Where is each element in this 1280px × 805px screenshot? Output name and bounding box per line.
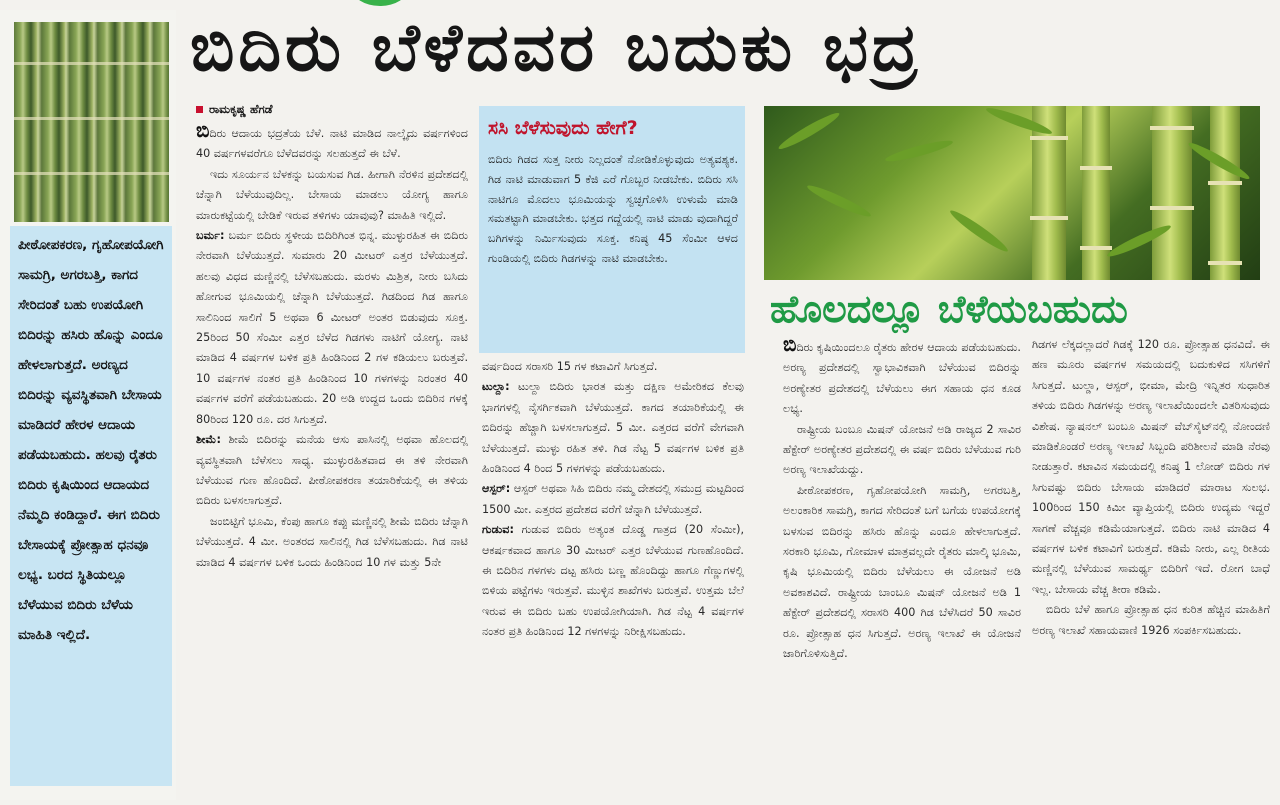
paragraph: ಜಂಬಿಟ್ಟಿಗೆ ಭೂಮಿ, ಕೆಂಪು ಹಾಗೂ ಕಪ್ಪು ಮಣ್ಣಿನಲ್ಲಿ ಶೀಮೆ ಬಿದಿರು ಚೆನ್ನಾಗಿ ಬೆಳೆಯುತ್ತದೆ. 4 ಮೀ. ಅಂತರದ ಸಾಲಿನಲ್ಲಿ ಗಿಡ ಬೆಳೆಸಬಹುದು. ಗಿಡ ನಾಟಿ ಮಾಡಿದ 4 ವರ್ಷಗಳ ಬಳಿಕ ಒಂದು ಹಿಂಡಿನಿಂದ 10 ಗಳ ಮತ್ತು 5ನೇ bbox=[196, 514, 468, 569]
paragraph: ಗಿಡಗಳ ಲೆಕ್ಕದಲ್ಲಾದರೆ ಗಿಡಕ್ಕೆ 120 ರೂ. ಪ್ರೋತ್ಸಾಹ ಧನವಿದೆ. ಈ ಹಣ ಮೂರು ವರ್ಷಗಳ ಸಮಯದಲ್ಲಿ ಬದುಕುಳಿದ ಸಸಿಗಳಿಗೆ ಸಿಗುತ್ತದೆ. ಟುಲ್ಡಾ, ಆಸ್ಪರ್, ಭೀಮಾ, ಮೇದ್ರಿ ಇನ್ನಿತರ ಸುಧಾರಿತ ತಳಿಯ ಬಿದಿರು ಗಿಡಗಳನ್ನು ಅರಣ್ಯ ಇಲಾಖೆಯಿಂದಲೇ ವಿತರಿಸುವುದು ವಿಶೇಷ. ನ್ಯಾಷನಲ್ ಬಂಬೂ ಮಿಷನ್ ವೆಬ್‌ಸೈಟ್‌ನಲ್ಲಿ ನೋಂದಣಿ ಮಾಡಿಕೊಂಡರೆ ಅರಣ್ಯ ಇಲಾಖೆ ಸಿಬ್ಬಂದಿ ಪರಿಶೀಲನೆ ಮಾಡಿ ನೆರವು ನೀಡುತ್ತಾರೆ. ಕಟಾವಿನ ಸಮಯದಲ್ಲಿ ಕನಿಷ್ಠ 1 ಲೋಡ್ ಬಿದಿರು ಗಳ ಸಿಗುವಷ್ಟು ಬಿದಿರು ಬೇಸಾಯ ಮಾಡಿದರೆ ಮಾರಾಟ ಸುಲಭ. 100ರಿಂದ 150 ಕಿಮೀ ವ್ಯಾಪ್ತಿಯಲ್ಲಿ ಬಿದಿರು ಉದ್ಯಮ ಇದ್ದರೆ ಸಾಗಣೆ ವೆಚ್ಚವೂ ಕಡಿಮೆಯಾಗುತ್ತದೆ. ಬಿದಿರು ನಾಟಿ ಮಾಡಿದ 4 ವರ್ಷಗಳ ಬಳಿಕ ಕಟಾವಿಗೆ ಬರುತ್ತದೆ. ಕಡಿಮೆ ನೀರು, ಎಲ್ಲ ರೀತಿಯ ಮಣ್ಣಿನಲ್ಲಿ ಬೆಳೆಯುವ ಸಾಮರ್ಥ್ಯ ಬಿದಿರಿಗೆ ಇದೆ. ರೋಗ ಬಾಧೆ ಇಲ್ಲ. ಬೇಸಾಯ ವೆಚ್ಚ ತೀರಾ ಕಡಿಮೆ. bbox=[1032, 338, 1270, 596]
byline-author: ರಾಮಕೃಷ್ಣ ಹೆಗಡೆ bbox=[209, 102, 273, 116]
drop-cap: ಬಿ bbox=[783, 332, 797, 356]
bamboo-photo-icon bbox=[14, 22, 169, 222]
paragraph-text: ಆಸ್ಪರ್ ಅಥವಾ ಸಿಹಿ ಬಿದಿರು ನಮ್ಮ ದೇಶದಲ್ಲಿ ಸಮುದ್ರ ಮಟ್ಟದಿಂದ 1500 ಮೀ. ಎತ್ತರದ ಪ್ರದೇಶದ ವರೆಗೆ ಚೆನ್ನಾಗಿ ಬೆಳೆಯುತ್ತದೆ. bbox=[482, 482, 744, 516]
paragraph: ವರ್ಷದಿಂದ ಸರಾಸರಿ 15 ಗಳ ಕಟಾವಿಗೆ ಸಿಗುತ್ತದೆ. bbox=[482, 360, 658, 373]
article-column-3 bbox=[783, 332, 1021, 665]
variety-heading: ಶೀಮೆ: bbox=[196, 433, 221, 447]
drop-cap: ಬಿ bbox=[196, 118, 210, 142]
article-column-4 bbox=[1032, 335, 1270, 641]
variety-heading: ಬರ್ಮ: bbox=[196, 229, 225, 243]
paragraph-text: ಟುಲ್ದಾ ಬಿದಿರು ಭಾರತ ಮತ್ತು ದಕ್ಷಿಣ ಅಮೇರಿಕದ ಕೆಲವು ಭಾಗಗಳಲ್ಲಿ ನೈಸರ್ಗಿಕವಾಗಿ ಬೆಳೆಯುತ್ತದೆ. ಕಾಗದ ತಯಾರಿಕೆಯಲ್ಲಿ ಈ ಬಿದಿರನ್ನು ಹೆಚ್ಚಾಗಿ ಬಳಸಲಾಗುತ್ತದೆ. 5 ಮೀ. ಎತ್ತರದ ವರೆಗೆ ವೇಗವಾಗಿ ಬೆಳೆಯುತ್ತದೆ. ಮುಳ್ಳು ರಹಿತ ತಳಿ. ಗಿಡ ನೆಟ್ಟ 5 ವರ್ಷಗಳ ಬಳಿಕ ಪ್ರತಿ ಹಿಂಡಿನಿಂದ 4 ರಿಂದ 5 ಗಳಗಳನ್ನು ಪಡೆಯಬಹುದು. bbox=[482, 380, 744, 476]
section-subheading: ಹೊಲದಲ್ಲೂ ಬೆಳೆಯಬಹುದು bbox=[770, 287, 1128, 331]
paragraph bbox=[196, 226, 468, 430]
paragraph bbox=[482, 377, 744, 479]
article-column-1 bbox=[196, 118, 468, 573]
variety-heading: ಆಸ್ಪರ್: bbox=[482, 482, 511, 496]
byline bbox=[196, 100, 468, 118]
tip-box-title: ಸಸಿ ಬೆಳೆಸುವುದು ಹೇಗೆ? bbox=[488, 117, 638, 139]
paragraph-text: ದಿರು ಆದಾಯ ಭದ್ರತೆಯ ಬೆಳೆ. ನಾಟಿ ಮಾಡಿದ ನಾಲ್ಕೈದು ವರ್ಷಗಳಿಂದ 40 ವರ್ಷಗಳವರೆಗೂ ಬೆಳೆದವರನ್ನು ಸಲಹುತ್ತದೆ ಈ ಬೆಳೆ. bbox=[196, 127, 468, 161]
paragraph: ಪೀಠೋಪಕರಣ, ಗೃಹೋಪಯೋಗಿ ಸಾಮಗ್ರಿ, ಅಗರಬತ್ತಿ, ಅಲಂಕಾರಿಕ ಸಾಮಗ್ರಿ, ಕಾಗದ ಸೇರಿದಂತೆ ಬಗೆ ಬಗೆಯ ಉಪಯೋಗಕ್ಕೆ ಬಳಸುವ ಬಿದಿರನ್ನು ಹಸಿರು ಹೊನ್ನು ಎಂದೂ ಹೇಳಲಾಗುತ್ತದೆ. ಸರಕಾರಿ ಭೂಮಿ, ಗೋಮಾಳ ಮಾತ್ರವಲ್ಲದೇ ರೈತರು ಮಾಲ್ಕಿ ಭೂಮಿ, ಕೃಷಿ ಭೂಮಿಯಲ್ಲಿ ಬಿದಿರು ಬೆಳೆಯಲು ಈ ಯೋಜನೆ ಅಡಿ ಅವಕಾಶವಿದೆ. ರಾಷ್ಟ್ರೀಯ ಬಾಂಬೂ ಮಿಷನ್ ಯೋಜನೆ ಅಡಿ 1 ಹೆಕ್ಟೇರ್ ಪ್ರದೇಶದಲ್ಲಿ ಸರಾಸರಿ 400 ಗಿಡ ಬೆಳೆಸಿದರೆ 50 ಸಾವಿರ ರೂ. ಪ್ರೋತ್ಸಾಹ ಧನ ಸಿಗುತ್ತದೆ. ಅರಣ್ಯ ಇಲಾಖೆ ಈ ಯೋಜನೆ ಜಾರಿಗೊಳಿಸುತ್ತಿದೆ. bbox=[783, 483, 1021, 661]
paragraph bbox=[482, 479, 744, 520]
paragraph-text: ದಿರು ಕೃಷಿಯಿಂದಲೂ ರೈತರು ಹೇರಳ ಆದಾಯ ಪಡೆಯಬಹುದು. ಅರಣ್ಯ ಪ್ರದೇಶದಲ್ಲಿ ಸ್ವಾಭಾವಿಕವಾಗಿ ಬೆಳೆಯುವ ಬಿದಿರನ್ನು ಅರಣ್ಯೇತರ ಪ್ರದೇಶದಲ್ಲಿ ಬೆಳೆಯಲು ಈಗ ಸಹಾಯ ಧನ ಕೂಡ ಲಭ್ಯ. bbox=[783, 341, 1021, 416]
paragraph bbox=[783, 332, 1021, 420]
article-column-2 bbox=[482, 357, 744, 643]
paragraph-text: ಶೀಮೆ ಬಿದಿರನ್ನು ಮನೆಯ ಆಸು ಪಾಸಿನಲ್ಲಿ ಅಥವಾ ಹೊಲದಲ್ಲಿ ವ್ಯವಸ್ಥಿತವಾಗಿ ಬೆಳೆಸಲು ಸಾಧ್ಯ. ಮುಳ್ಳುರಹಿತವಾದ ಈ ತಳಿ ನೇರವಾಗಿ ಬೆಳೆಯುವ ಗುಣ ಹೊಂದಿದೆ. ಪೀಠೋಪಕರಣ ತಯಾರಿಕೆಯಲ್ಲಿ ಈ ತಳಿಯ ಬಿದಿರು ಬಳಸಲಾಗುತ್ತದೆ. bbox=[196, 433, 468, 508]
byline-square-icon bbox=[196, 106, 203, 113]
paragraph: ಇದು ಸೂರ್ಯನ ಬೆಳಕನ್ನು ಬಯಸುವ ಗಿಡ. ಹೀಗಾಗಿ ನೆರಳಿನ ಪ್ರದೇಶದಲ್ಲಿ ಚೆನ್ನಾಗಿ ಬೆಳೆಯುವುದಿಲ್ಲ. ಬೇಸಾಯ ಮಾಡಲು ಯೋಗ್ಯ ಹಾಗೂ ಮಾರುಕಟ್ಟೆಯಲ್ಲಿ ಬೇಡಿಕೆ ಇರುವ ತಳಿಗಳು ಯಾವುವು? ಮಾಹಿತಿ ಇಲ್ಲಿದೆ. bbox=[196, 167, 468, 222]
paragraph: ರಾಷ್ಟ್ರೀಯ ಬಂಬೂ ಮಿಷನ್ ಯೋಜನೆ ಅಡಿ ರಾಜ್ಯದ 2 ಸಾವಿರ ಹೆಕ್ಟೇರ್ ಅರಣ್ಯೇತರ ಪ್ರದೇಶದಲ್ಲಿ ಈ ವರ್ಷ ಬಿದಿರು ಬೆಳೆಯುವ ಗುರಿ ಅರಣ್ಯ ಇಲಾಖೆಯದ್ದು. bbox=[783, 422, 1021, 477]
variety-heading: ಗುಡುವ: bbox=[482, 523, 514, 537]
paragraph-text: ಬರ್ಮ ಬಿದಿರು ಸ್ಥಳೀಯ ಬಿದಿರಿಗಿಂತ ಭಿನ್ನ. ಮುಳ್ಳುರಹಿತ ಈ ಬಿದಿರು ನೇರವಾಗಿ ಬೆಳೆಯುತ್ತದೆ. ಸುಮಾರು 20 ಮೀಟರ್ ಎತ್ತರ ಬೆಳೆಯುತ್ತದೆ. ಹಲವು ವಿಧದ ಮಣ್ಣಿನಲ್ಲಿ ಬೆಳೆಸಬಹುದು. ಮರಳು ಮಿಶ್ರಿತ, ನೀರು ಬಸಿದು ಹೋಗುವ ಭೂಮಿಯಲ್ಲಿ ಚೆನ್ನಾಗಿ ಬೆಳೆಯುತ್ತದೆ. ಗಿಡದಿಂದ ಗಿಡ ಹಾಗೂ ಸಾಲಿನಿಂದ ಸಾಲಿಗೆ 5 ಅಥವಾ 6 ಮೀಟರ್ ಅಂತರ ಬಿಡುವುದು ಸೂಕ್ತ. 25ರಿಂದ 50 ಸೆಂಮೀ ಎತ್ತರ ಬೆಳೆದ ಗಿಡಗಳು ನಾಟಿಗೆ ಯೋಗ್ಯ. ನಾಟಿ ಮಾಡಿದ 4 ವರ್ಷಗಳ ಬಳಿಕ ಪ್ರತಿ ಹಿಂಡಿನಿಂದ 2 ಗಳ ಕಡಿಯಲು ಬರುತ್ತವೆ. 10 ವರ್ಷಗಳ ನಂತರ ಪ್ರತಿ ಹಿಂಡಿನಿಂದ 10 ಗಳಗಳನ್ನು ನಿರಂತರ 40 ವರ್ಷಗಳ ವರೆಗೆ ಪಡೆಯಬಹುದು. 20 ಅಡಿ ಉದ್ದದ ಒಂದು ಬಿದಿರಿನ ಗಳಕ್ಕೆ 80ರಿಂದ 120 ರೂ. ದರ ಸಿಗುತ್ತದೆ. bbox=[196, 229, 468, 426]
headline: ಬಿದಿರು ಬೆಳೆದವರ ಬದುಕು ಭದ್ರ bbox=[190, 9, 922, 86]
sidebar-summary: ಪೀಠೋಪಕರಣ, ಗೃಹೋಪಯೋಗಿ ಸಾಮಗ್ರಿ, ಅಗರಬತ್ತಿ, ಕಾಗದ ಸೇರಿದಂತೆ ಬಹು ಉಪಯೋಗಿ ಬಿದಿರನ್ನು ಹಸಿರು ಹೊನ್ನು ಎಂದೂ ಹೇಳಲಾಗುತ್ತದೆ. ಅರಣ್ಯದ ಬಿದಿರನ್ನು ವ್ಯವಸ್ಥಿತವಾಗಿ ಬೇಸಾಯ ಮಾಡಿದರೆ ಹೇರಳ ಆದಾಯ ಪಡೆಯಬಹುದು. ಹಲವು ರೈತರು ಬಿದಿರು ಕೃಷಿಯಿಂದ ಆದಾಯದ ನೆಮ್ಮದಿ ಕಂಡಿದ್ದಾರೆ. ಈಗ ಬಿದಿರು ಬೇಸಾಯಕ್ಕೆ ಪ್ರೋತ್ಸಾಹ ಧನವೂ ಲಭ್ಯ. ಬರದ ಸ್ಥಿತಿಯಲ್ಲೂ ಬೆಳೆಯುವ ಬಿದಿರು ಬೆಳೆಯ ಮಾಹಿತಿ ಇಲ್ಲಿದೆ. bbox=[18, 237, 164, 643]
paragraph-text: ಗುಡುವ ಬಿದಿರು ಅತ್ಯಂತ ದೊಡ್ಡ ಗಾತ್ರದ (20 ಸೆಂಮೀ), ಆಕರ್ಷಕವಾದ ಹಾಗೂ 30 ಮೀಟರ್ ಎತ್ತರ ಬೆಳೆಯುವ ಗುಣಹೊಂದಿದೆ. ಈ ಬಿದಿರಿನ ಗಳಗಳು ದಟ್ಟ ಹಸಿರು ಬಣ್ಣ ಹೊಂದಿದ್ದು ಹಾಗೂ ಗೆಣ್ಣುಗಳಲ್ಲಿ ಬಿಳಿಯ ಪಟ್ಟೆಗಳು ಇರುತ್ತವೆ. ಮುಳ್ಳಿನ ಶಾಖೆಗಳು ಬರುತ್ತವೆ. ಉತ್ತಮ ಬೆಲೆ ಇರುವ ಈ ಬಿದಿರು ಬಹು ಉಪಯೋಗಿಯಾಗಿ. ಗಿಡ ನೆಟ್ಟ 4 ವರ್ಷಗಳ ನಂತರ ಪ್ರತಿ ಹಿಂಡಿನಿಂದ 12 ಗಳಗಳನ್ನು ನಿರೀಕ್ಷಿಸಬಹುದು. bbox=[482, 523, 744, 639]
paragraph: ಬಿದಿರು ಬೆಳೆ ಹಾಗೂ ಪ್ರೋತ್ಸಾಹ ಧನ ಕುರಿತ ಹೆಚ್ಚಿನ ಮಾಹಿತಿಗೆ ಅರಣ್ಯ ಇಲಾಖೆ ಸಹಾಯವಾಣಿ 1926 ಸಂಪರ್ಕಿಸಬಹುದು. bbox=[1032, 603, 1270, 637]
tip-box-text: ಬಿದಿರು ಗಿಡದ ಸುತ್ತ ನೀರು ನಿಲ್ಲದಂತೆ ನೋಡಿಕೊಳ್ಳುವುದು ಅತ್ಯವಶ್ಯಕ. ಗಿಡ ನಾಟಿ ಮಾಡುವಾಗ 5 ಕೆಜಿ ಎರೆ ಗೊಬ್ಬರ ನೀಡಬೇಕು. ಬಿದಿರು ಸಸಿ ನಾಟಿಗೂ ಮೊದಲು ಭೂಮಿಯನ್ನು ಸ್ವಚ್ಛಗೊಳಿಸಿ ಉಳುಮೆ ಮಾಡಿ ಸಮತಟ್ಟಾಗಿ ಮಾಡಬೇಕು. ಭತ್ತದ ಗದ್ದೆಯಲ್ಲಿ ನಾಟಿ ಮಾಡು ವುದಾಗಿದ್ದರೆ ಬಗಿಗಳನ್ನು ನಿರ್ಮಿಸುವುದು ಸೂಕ್ತ. ಕನಿಷ್ಠ 45 ಸೆಂಮೀ ಆಳದ ಗುಂಡಿಯಲ್ಲಿ ಬಿದಿರು ಗಿಡಗಳನ್ನು ನಾಟಿ ಮಾಡಬೇಕು. bbox=[488, 153, 738, 265]
paragraph bbox=[482, 520, 744, 642]
paragraph bbox=[196, 118, 468, 165]
variety-heading: ಟುಲ್ದಾ: bbox=[482, 380, 510, 394]
paragraph bbox=[196, 430, 468, 512]
bamboo-grove-photo-icon bbox=[764, 106, 1260, 280]
